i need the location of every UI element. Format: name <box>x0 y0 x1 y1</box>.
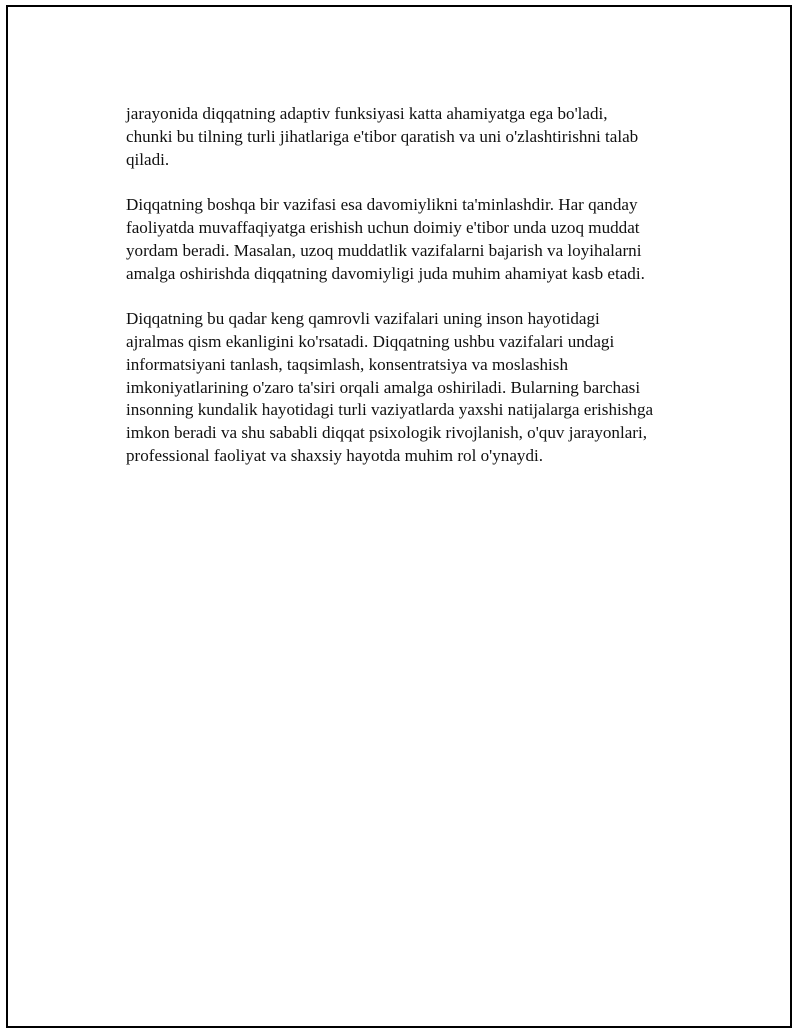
paragraph-2 <box>126 194 706 285</box>
paragraph-1 <box>126 103 706 171</box>
page-body <box>126 103 706 491</box>
text-line: amalga oshirishda diqqatning davomiyligi juda muhim ahamiyat kasb etadi. <box>126 263 645 283</box>
paragraph-3 <box>126 308 706 468</box>
text-line: faoliyatda muvaffaqiyatga erishish uchun doimiy e'tibor unda uzoq muddat <box>126 217 640 237</box>
text-line: qiladi. <box>126 149 170 169</box>
page-frame <box>6 5 792 1028</box>
text-line: insonning kundalik hayotidagi turli vaziyatlarda yaxshi natijalarga erishishga <box>126 400 654 420</box>
text-line: informatsiyani tanlash, taqsimlash, konsentratsiya va moslashish <box>126 354 568 374</box>
text-line: Diqqatning bu qadar keng qamrovli vazifalari uning inson hayotidagi <box>126 309 600 329</box>
text-line: jarayonida diqqatning adaptiv funksiyasi katta ahamiyatga ega bo'ladi, <box>126 104 608 123</box>
text-line: professional faoliyat va shaxsiy hayotda muhim rol o'ynaydi. <box>126 445 544 465</box>
text-line: yordam beradi. Masalan, uzoq muddatlik vazifalarni bajarish va loyihalarni <box>126 240 642 260</box>
text-line: imkoniyatlarining o'zaro ta'siri orqali amalga oshiriladi. Bularning barchasi <box>126 377 641 397</box>
text-line: ajralmas qism ekanligini ko'rsatadi. Diqqatning ushbu vazifalari undagi <box>126 331 615 351</box>
text-line: chunki bu tilning turli jihatlariga e'tibor qaratish va uni o'zlashtirishni talab <box>126 126 639 146</box>
text-line: Diqqatning boshqa bir vazifasi esa davomiylikni ta'minlashdir. Har qanday <box>126 195 638 215</box>
text-line: imkon beradi va shu sababli diqqat psixologik rivojlanish, o'quv jarayonlari, <box>126 423 648 443</box>
